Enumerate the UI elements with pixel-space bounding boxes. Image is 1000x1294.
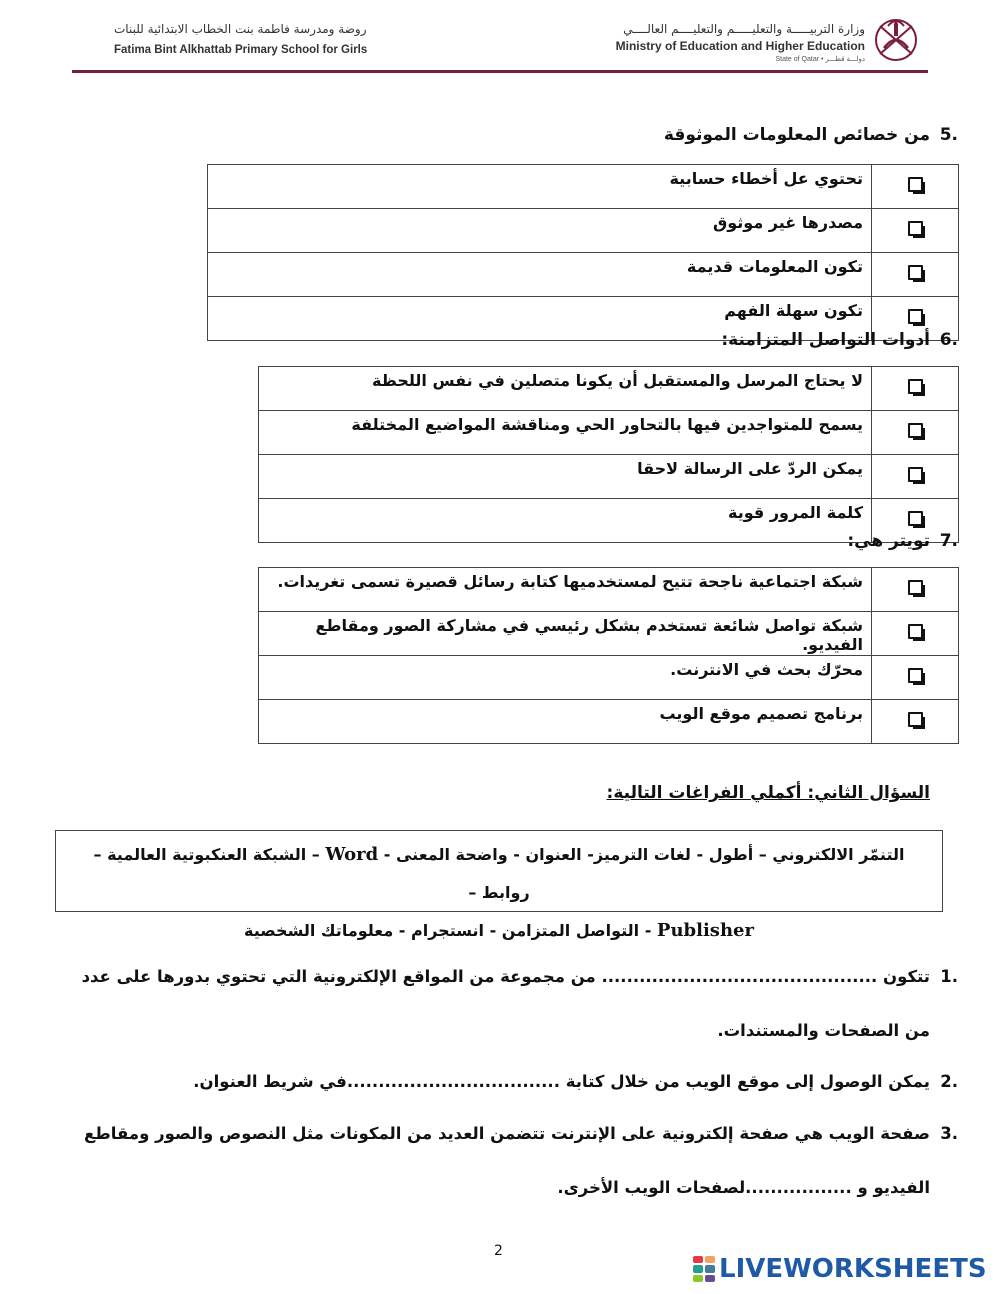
- liveworksheets-brand: LIVEWORKSHEETS: [719, 1254, 987, 1284]
- checkbox-icon[interactable]: [908, 221, 923, 236]
- checkbox-icon[interactable]: [908, 511, 923, 526]
- option-row[interactable]: تكون المعلومات قديمة: [208, 253, 959, 297]
- checkbox-icon[interactable]: [908, 712, 923, 727]
- option-row[interactable]: تكون سهلة الفهم: [208, 297, 959, 341]
- option-row[interactable]: شبكة تواصل شائعة تستخدم بشكل رئيسي في مشاركة الصور ومقاطع الفيديو.: [259, 612, 959, 656]
- checkbox-icon[interactable]: [908, 309, 923, 324]
- question-6-title: 6. أدوات التواصل المتزامنة:: [721, 330, 958, 350]
- fill-item-2: 2. يمكن الوصول إلى موقع الويب من خلال كتابة ..................................في شريط العنوان.: [193, 1072, 958, 1091]
- page-number: 2: [494, 1243, 503, 1259]
- word-bank: [55, 830, 943, 941]
- question-5-options: [207, 164, 959, 341]
- checkbox-icon[interactable]: [908, 580, 923, 595]
- ministry-name-arabic: وزارة التربيـــــة والتعليـــــم والتعليــــم العالــــي: [623, 22, 865, 36]
- qatar-emblem-icon: [862, 14, 930, 66]
- checkbox-icon[interactable]: [908, 467, 923, 482]
- liveworksheets-logo[interactable]: [693, 1252, 987, 1286]
- checkbox-icon[interactable]: [908, 265, 923, 280]
- liveworksheets-grid-icon: [693, 1256, 715, 1282]
- fill-item-text: صفحة الويب هي صفحة إلكترونية على الإنترنت تتضمن العديد من المكونات مثل النصوص والصور ومقاطع الفيديو و .................لصفحات الويب الأخرى.: [83, 1124, 930, 1197]
- ministry-name-english: Ministry of Education and Higher Education: [615, 39, 865, 53]
- word-bank-line-1: التنمّر الالكتروني – أطول - لغات الترميز- العنوان - واضحة المعنى - Word – الشبكة العنكبوتية العالمية – روابط –: [93, 844, 905, 902]
- word-bank-word: Word: [325, 844, 379, 865]
- option-row[interactable]: تحتوي عل أخطاء حسابية: [208, 165, 959, 209]
- checkbox-icon[interactable]: [908, 624, 923, 639]
- question-7-title: 7. تويتر هي:: [847, 531, 958, 551]
- fill-item-1: 1. تتكون ............................................ من مجموعة من المواقع الإلكترونية التي تحتوي بدورها على عدد من الصفحات والمستندات.: [81, 967, 958, 1040]
- checkbox-icon[interactable]: [908, 177, 923, 192]
- fill-item-text: تتكون ............................................ من مجموعة من المواقع الإلكترونية التي تحتوي بدورها على عدد من الصفحات والمستندات.: [81, 967, 930, 1040]
- section-2-title: السؤال الثاني: أكملي الفراغات التالية:: [606, 783, 930, 803]
- word-bank-publisher: Publisher: [656, 920, 754, 941]
- school-name-english: Fatima Bint Alkhattab Primary School for Girls: [114, 44, 368, 56]
- option-row[interactable]: شبكة اجتماعية ناجحة تتيح لمستخدميها كتابة رسائل قصيرة تسمى تغريدات.: [259, 568, 959, 612]
- option-row[interactable]: مصدرها غير موثوق: [208, 209, 959, 253]
- option-row[interactable]: محرّك بحث في الانترنت.: [259, 656, 959, 700]
- fill-item-text: يمكن الوصول إلى موقع الويب من خلال كتابة ..................................في شريط العنوان.: [193, 1072, 930, 1091]
- word-bank-line-2: Publisher - التواصل المتزامن - انستجرام - معلوماتك الشخصية: [244, 920, 754, 941]
- checkbox-icon[interactable]: [908, 668, 923, 683]
- question-7-options: [258, 567, 959, 744]
- question-5-title: 5. من خصائص المعلومات الموثوقة: [663, 125, 958, 145]
- option-row[interactable]: برنامج تصميم موقع الويب: [259, 700, 959, 744]
- option-row[interactable]: لا يحتاج المرسل والمستقبل أن يكونا متصلين في نفس اللحظة: [259, 367, 959, 411]
- option-row[interactable]: يمكن الردّ على الرسالة لاحقا: [259, 455, 959, 499]
- option-row[interactable]: كلمة المرور قوية: [259, 499, 959, 543]
- checkbox-icon[interactable]: [908, 379, 923, 394]
- state-label: State of Qatar • دولـــة قطـــر: [775, 56, 865, 63]
- checkbox-icon[interactable]: [908, 423, 923, 438]
- header-divider: [72, 70, 928, 73]
- question-6-options: [258, 366, 959, 543]
- school-name-arabic: روضة ومدرسة فاطمة بنت الخطاب الابتدائية للبنات: [114, 22, 367, 36]
- fill-item-3: 3. صفحة الويب هي صفحة إلكترونية على الإنترنت تتضمن العديد من المكونات مثل النصوص والصور ومقاطع الفيديو و .................لصفحات الويب الأخرى.: [83, 1124, 958, 1197]
- option-row[interactable]: يسمح للمتواجدين فيها بالتحاور الحي ومناقشة المواضيع المختلفة: [259, 411, 959, 455]
